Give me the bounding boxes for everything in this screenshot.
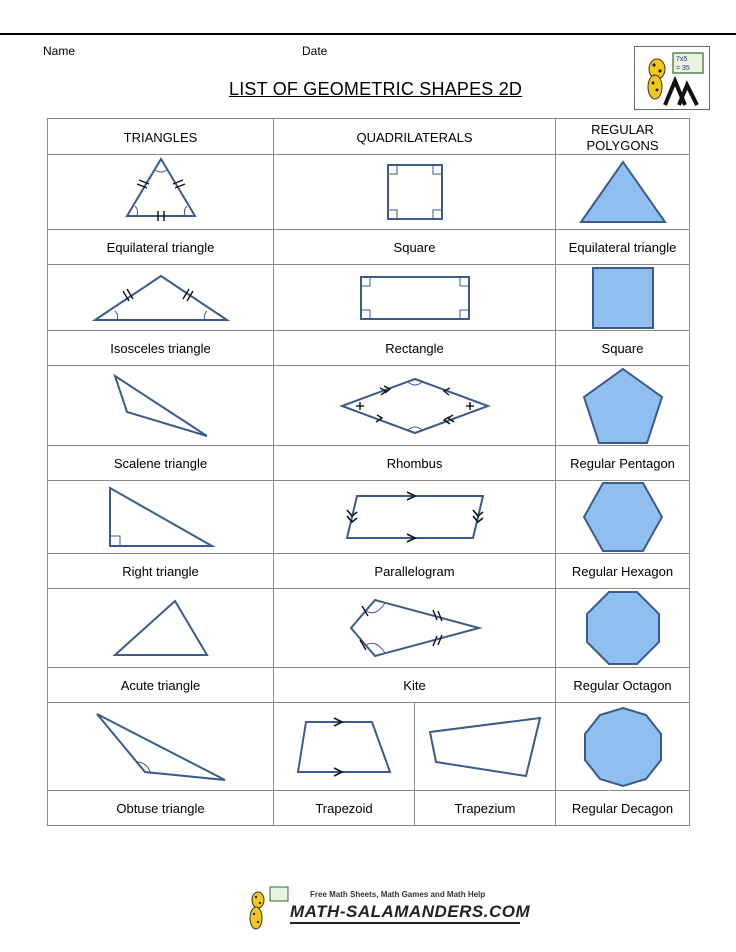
logo-text-bottom: = 35 <box>676 65 690 72</box>
caption-equilateral-polygon: Equilateral triangle <box>556 230 690 265</box>
caption-isosceles-triangle: Isosceles triangle <box>48 331 274 366</box>
header-triangles: TRIANGLES <box>48 119 274 155</box>
trapezoid-quad-shape <box>296 718 392 776</box>
logo-text-top: 7x5 <box>676 56 688 63</box>
hexagon-polygon-shape <box>582 481 664 553</box>
rectangle-quad-cell <box>274 265 556 331</box>
caption-octagon: Regular Octagon <box>556 668 690 703</box>
caption-scalene-triangle: Scalene triangle <box>48 446 274 481</box>
caption-hexagon: Regular Hexagon <box>556 554 690 589</box>
page-title: LIST OF GEOMETRIC SHAPES 2D <box>229 79 523 99</box>
table-row <box>48 791 690 826</box>
caption-equilateral-triangle: Equilateral triangle <box>48 230 274 265</box>
table-row <box>48 366 690 446</box>
isosceles-triangle-shape <box>93 273 229 323</box>
top-rule <box>0 33 736 35</box>
parallelogram-quad-shape <box>345 492 485 542</box>
equilateral-triangle-shape <box>116 157 206 227</box>
table-header-row <box>48 119 690 155</box>
footer-underline <box>290 922 520 924</box>
rectangle-quad-shape <box>359 275 471 321</box>
caption-right-triangle: Right triangle <box>48 554 274 589</box>
square-polygon-cell <box>556 265 690 331</box>
caption-parallelogram: Parallelogram <box>274 554 556 589</box>
trapezoid-quad-cell <box>274 703 415 791</box>
caption-decagon: Regular Decagon <box>556 791 690 826</box>
decagon-polygon-shape <box>581 706 665 788</box>
equilateral-polygon-cell <box>556 155 690 230</box>
footer-tagline: Free Math Sheets, Math Games and Math Help <box>310 890 486 899</box>
date-label: Date <box>302 44 328 58</box>
salamander-logo <box>634 46 710 110</box>
obtuse-triangle-cell <box>48 703 274 791</box>
name-label: Name <box>43 44 76 58</box>
right-triangle-cell <box>48 481 274 554</box>
hexagon-polygon-cell <box>556 481 690 554</box>
header-regular-polygons: REGULAR POLYGONS <box>556 119 690 155</box>
trapezium-quad-shape <box>428 716 542 778</box>
right-triangle-shape <box>108 486 214 548</box>
kite-quad-cell <box>274 589 556 668</box>
decagon-polygon-cell <box>556 703 690 791</box>
rhombus-quad-shape <box>340 376 490 436</box>
square-quad-cell <box>274 155 556 230</box>
shapes-table <box>47 118 690 826</box>
equilateral-triangle-cell <box>48 155 274 230</box>
header-quadrilaterals: QUADRILATERALS <box>274 119 556 155</box>
table-row <box>48 589 690 668</box>
acute-triangle-shape <box>113 599 209 657</box>
table-row <box>48 703 690 791</box>
pentagon-polygon-shape <box>582 367 664 445</box>
caption-square: Square <box>274 230 556 265</box>
caption-kite: Kite <box>274 668 556 703</box>
table-row <box>48 155 690 230</box>
scalene-triangle-cell <box>48 366 274 446</box>
square-polygon-shape <box>591 266 655 330</box>
table-row <box>48 331 690 366</box>
rhombus-quad-cell <box>274 366 556 446</box>
table-row <box>48 481 690 554</box>
trapezium-quad-cell <box>415 703 556 791</box>
salamander-logo-icon <box>635 47 709 109</box>
table-row <box>48 230 690 265</box>
table-row <box>48 446 690 481</box>
caption-trapezium: Trapezium <box>415 791 556 826</box>
caption-rhombus: Rhombus <box>274 446 556 481</box>
table-row <box>48 554 690 589</box>
acute-triangle-cell <box>48 589 274 668</box>
pentagon-polygon-cell <box>556 366 690 446</box>
caption-rectangle: Rectangle <box>274 331 556 366</box>
kite-quad-shape <box>349 596 481 660</box>
caption-pentagon: Regular Pentagon <box>556 446 690 481</box>
footer-brand[interactable]: MATH-SALAMANDERS.COM <box>290 902 531 921</box>
scalene-triangle-shape <box>113 374 209 438</box>
caption-obtuse-triangle: Obtuse triangle <box>48 791 274 826</box>
caption-trapezoid: Trapezoid <box>274 791 415 826</box>
octagon-polygon-cell <box>556 589 690 668</box>
parallelogram-quad-cell <box>274 481 556 554</box>
obtuse-triangle-shape <box>95 712 227 782</box>
isosceles-triangle-cell <box>48 265 274 331</box>
caption-acute-triangle: Acute triangle <box>48 668 274 703</box>
table-row <box>48 668 690 703</box>
octagon-polygon-shape <box>585 590 661 666</box>
caption-square-polygon: Square <box>556 331 690 366</box>
table-row <box>48 265 690 331</box>
equilateral-polygon-shape <box>578 159 668 225</box>
square-quad-shape <box>385 162 445 222</box>
